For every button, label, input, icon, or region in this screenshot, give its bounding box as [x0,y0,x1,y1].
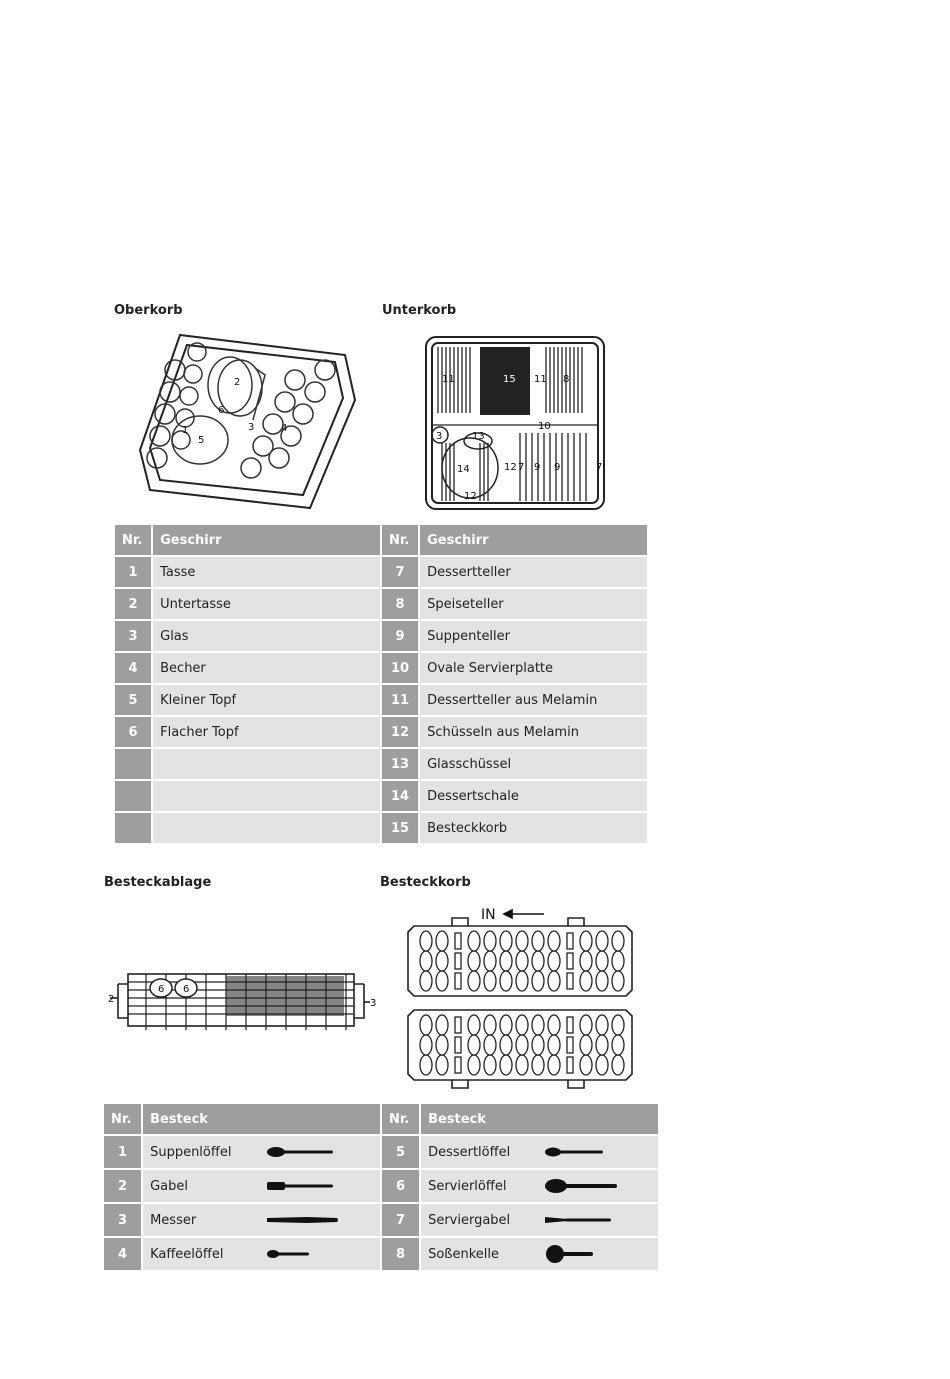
row-nr: 10 [382,653,418,683]
marker-6: 6 [218,405,225,416]
row-item: Tasse [153,557,380,587]
row-nr: 8 [382,1238,419,1270]
col-besteck-right: Besteck [421,1104,658,1134]
row-item: Gabel [150,1178,188,1194]
marker-tray-2: 2 [108,994,115,1005]
row-item [153,781,380,811]
row-nr [115,813,151,843]
row-item: Schüsseln aus Melamin [420,717,647,747]
row-nr: 5 [115,685,151,715]
table-row [115,685,647,715]
row-nr: 6 [382,1170,419,1202]
row-item: Soßenkelle [428,1246,499,1262]
table-row [104,1204,658,1236]
col-nr-left: Nr. [104,1104,141,1134]
marker-14: 14 [457,464,470,475]
row-item: Besteckkorb [420,813,647,843]
col-besteck-left: Besteck [143,1104,380,1134]
row-nr: 4 [104,1238,141,1270]
marker-3: 3 [248,422,255,433]
row-nr: 4 [115,653,151,683]
marker-10: 10 [538,421,551,432]
row-item: Kleiner Topf [153,685,380,715]
marker-1: 1 [182,425,189,436]
row-item: Suppenlöffel [150,1144,232,1160]
marker-tray-6a: 6 [158,984,165,995]
row-item: Glasschüssel [420,749,647,779]
col-geschirr-right: Geschirr [420,525,647,555]
row-item: Servierlöffel [428,1178,507,1194]
row-item-cell [421,1136,658,1168]
marker-15: 15 [503,374,516,385]
row-item-cell [143,1238,380,1270]
marker-9b: 9 [554,462,561,473]
marker-11a: 11 [442,374,455,385]
row-nr: 8 [382,589,418,619]
in-label: IN [481,907,496,923]
col-nr-left: Nr. [115,525,151,555]
row-item: Becher [153,653,380,683]
marker-2: 2 [234,377,241,388]
row-nr: 2 [104,1170,141,1202]
row-nr [115,781,151,811]
row-nr: 13 [382,749,418,779]
row-item-cell [143,1170,380,1202]
table-row [115,557,647,587]
row-nr [115,749,151,779]
marker-11b: 11 [534,374,547,385]
row-item: Dessertschale [420,781,647,811]
marker-tray-6b: 6 [183,984,190,995]
col-nr-right: Nr. [382,525,418,555]
marker-7b: 7 [596,462,603,473]
marker-12a: 12 [504,462,517,473]
table-row [115,781,647,811]
row-item: Ovale Servierplatte [420,653,647,683]
table-row [104,1170,658,1202]
unterkorb-heading: Unterkorb [382,303,457,318]
dessert-spoon-icon [545,1146,605,1158]
table-row [104,1238,658,1270]
table-row [115,717,647,747]
besteckablage-heading: Besteckablage [104,875,212,890]
row-item: Messer [150,1212,197,1228]
row-item: Serviergabel [428,1212,511,1228]
serving-fork-icon [545,1215,613,1225]
marker-13: 13 [472,431,485,442]
row-nr: 14 [382,781,418,811]
ladle-icon [545,1244,595,1264]
row-nr: 12 [382,717,418,747]
row-item: Glas [153,621,380,651]
row-nr: 2 [115,589,151,619]
marker-tray-3: 3 [370,998,376,1009]
table-row [115,813,647,843]
marker-7a: 7 [518,462,525,473]
row-item-cell [143,1136,380,1168]
marker-5: 5 [198,435,205,446]
teaspoon-icon [267,1249,311,1259]
oberkorb-heading: Oberkorb [114,303,183,318]
col-geschirr-left: Geschirr [153,525,380,555]
knife-icon [267,1215,339,1225]
marker-9a: 9 [534,462,541,473]
serving-spoon-icon [545,1178,619,1194]
row-item-cell [143,1204,380,1236]
marker-8: 8 [563,374,570,385]
table-row [104,1136,658,1168]
row-nr: 1 [104,1136,141,1168]
row-nr: 1 [115,557,151,587]
fork-icon [267,1180,335,1192]
row-item: Untertasse [153,589,380,619]
row-item: Suppenteller [420,621,647,651]
row-nr: 5 [382,1136,419,1168]
marker-12b: 12 [464,491,477,502]
geschirr-table [113,523,649,845]
besteckkorb-diagram [404,902,636,1092]
table-header-row [115,525,647,555]
row-nr: 3 [115,621,151,651]
row-item: Dessertteller aus Melamin [420,685,647,715]
row-nr: 11 [382,685,418,715]
row-item [153,813,380,843]
row-nr: 6 [115,717,151,747]
row-item-cell [421,1170,658,1202]
row-nr: 3 [104,1204,141,1236]
table-header-row [104,1104,658,1134]
row-item-cell [421,1238,658,1270]
row-item: Speiseteller [420,589,647,619]
row-nr: 15 [382,813,418,843]
unterkorb-diagram [420,333,610,513]
table-row [115,589,647,619]
marker-3: 3 [436,431,443,442]
table-row [115,653,647,683]
soup-spoon-icon [267,1146,335,1158]
besteck-table [102,1102,660,1272]
row-nr: 7 [382,1204,419,1236]
besteckablage-diagram [106,958,376,1038]
row-item [153,749,380,779]
oberkorb-diagram [135,330,360,512]
row-item: Flacher Topf [153,717,380,747]
table-row [115,621,647,651]
row-item: Dessertteller [420,557,647,587]
row-nr: 7 [382,557,418,587]
row-item-cell [421,1204,658,1236]
row-item: Dessertlöffel [428,1144,511,1160]
besteckkorb-heading: Besteckkorb [380,875,471,890]
row-item: Kaffeelöffel [150,1246,224,1262]
col-nr-right: Nr. [382,1104,419,1134]
row-nr: 9 [382,621,418,651]
table-row [115,749,647,779]
marker-4: 4 [281,423,288,434]
